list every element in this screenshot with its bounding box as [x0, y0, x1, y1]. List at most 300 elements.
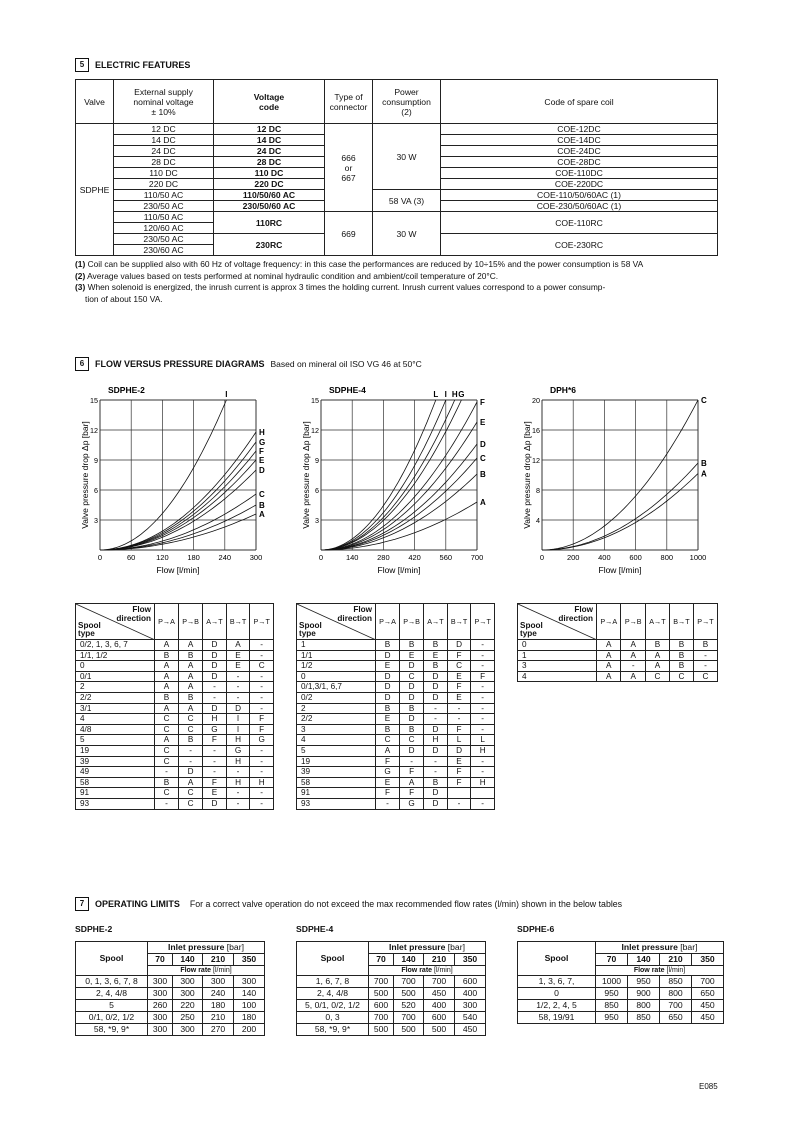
- section-number: 5: [75, 58, 89, 72]
- flow-rate-header: Flow rate [l/min]: [148, 966, 265, 976]
- pressure-header: 140: [173, 954, 203, 966]
- coil-cell: COE-230RC: [441, 234, 718, 256]
- flow-cell: 500: [369, 1024, 394, 1036]
- note: (3) When solenoid is energized, the inrush current is approx 3 times the holding current. Inrush current values correspond to a power consump-: [75, 282, 606, 292]
- table-row: [76, 1000, 265, 1012]
- chart-title: SDPHE-4: [329, 385, 366, 395]
- col-header: P→A: [597, 604, 621, 640]
- curve-label: D: [480, 440, 486, 449]
- col-header: P→T: [471, 604, 495, 640]
- connector-cell: 666 or 667: [325, 124, 373, 212]
- spool-cell: 2, 4, 4/8: [76, 988, 148, 1000]
- pressure-header: 210: [660, 954, 692, 966]
- table-row: [76, 661, 274, 672]
- table-row: [76, 1024, 265, 1036]
- table-row: [76, 671, 274, 682]
- table-title: SDPHE-6: [517, 924, 555, 934]
- curve-cell: B: [179, 650, 203, 661]
- spool-type-cell: 2: [76, 682, 155, 693]
- flow-cell: 800: [628, 1000, 660, 1012]
- curve-cell: -: [621, 661, 645, 672]
- spool-cell: 0/1, 0/2, 1/2: [76, 1012, 148, 1024]
- curve-cell: -: [203, 682, 227, 693]
- curve-cell: E: [376, 714, 400, 725]
- spool-header: Spool: [518, 942, 596, 976]
- curve-cell: -: [250, 640, 274, 651]
- curve-cell: -: [424, 703, 448, 714]
- spool-type-cell: 0/1: [76, 671, 155, 682]
- curve-cell: -: [179, 745, 203, 756]
- curve-cell: -: [226, 692, 250, 703]
- spool-type-cell: 0: [518, 640, 597, 651]
- col-header: A→T: [203, 604, 227, 640]
- curve-cell: -: [424, 767, 448, 778]
- curve-cell: F: [400, 788, 424, 799]
- electric-features-table: [75, 79, 718, 256]
- pressure-header: 350: [455, 954, 486, 966]
- curve-cell: -: [250, 767, 274, 778]
- curve-cell: B: [400, 724, 424, 735]
- table-row: [518, 976, 724, 988]
- voltage-code-cell: 230RC: [214, 234, 325, 256]
- curve-cell: D: [226, 703, 250, 714]
- curve-I: [100, 400, 226, 550]
- curve-cell: -: [250, 692, 274, 703]
- curve-cell: B: [693, 640, 717, 651]
- curve-cell: A: [179, 661, 203, 672]
- curve-label: H: [451, 390, 458, 399]
- section-title: ELECTRIC FEATURES: [95, 60, 191, 70]
- coil-cell: COE-14DC: [441, 135, 718, 146]
- curve-cell: -: [203, 745, 227, 756]
- voltage-code-cell: 110RC: [214, 212, 325, 234]
- table-row: [76, 724, 274, 735]
- spool-cell: 1, 6, 7, 8: [297, 976, 369, 988]
- spool-cell: 0, 3: [297, 1012, 369, 1024]
- curve-cell: H: [226, 735, 250, 746]
- table-row: [518, 640, 718, 651]
- spool-type-cell: 49: [76, 767, 155, 778]
- header-connector: Type of connector: [325, 80, 373, 124]
- y-tick-label: 15: [90, 396, 98, 405]
- spool-type-cell: 39: [297, 767, 376, 778]
- x-tick-label: 700: [470, 553, 484, 562]
- flow-cell: 900: [628, 988, 660, 1000]
- operating-limits-sdphe-4: [296, 941, 486, 1036]
- flow-cell: 950: [596, 988, 628, 1000]
- curve-cell: F: [203, 735, 227, 746]
- valve-cell: SDPHE: [76, 124, 114, 256]
- table-row: [518, 988, 724, 1000]
- spool-type-cell: 19: [76, 745, 155, 756]
- table-row: [518, 650, 718, 661]
- curve-cell: D: [400, 661, 424, 672]
- curve-cell: A: [597, 671, 621, 682]
- curve-cell: A: [621, 650, 645, 661]
- spool-cell: 58, 19/91: [518, 1012, 596, 1024]
- table-row: [518, 661, 718, 672]
- section-subtitle: For a correct valve operation do not exceed the max recommended flow rates (l/min) shown in the below tables: [189, 899, 623, 909]
- flow-rate-header: Flow rate [l/min]: [596, 966, 724, 976]
- col-header: P→A: [155, 604, 179, 640]
- flow-cell: 700: [660, 1000, 692, 1012]
- table-row: [297, 650, 495, 661]
- flow-cell: 300: [234, 976, 265, 988]
- curve-cell: -: [226, 767, 250, 778]
- curve-cell: D: [424, 788, 448, 799]
- flow-cell: 180: [234, 1012, 265, 1024]
- table-row: [76, 714, 274, 725]
- spool-type-cell: 5: [76, 735, 155, 746]
- spool-table-dph-6: [517, 603, 718, 682]
- flow-cell: 210: [203, 1012, 234, 1024]
- curve-C: [542, 400, 698, 550]
- curve-cell: -: [250, 756, 274, 767]
- curve-cell: L: [447, 735, 471, 746]
- curve-cell: -: [471, 650, 495, 661]
- x-tick-label: 180: [187, 553, 200, 562]
- curve-cell: -: [250, 798, 274, 809]
- flow-cell: 100: [234, 1000, 265, 1012]
- spool-type-cell: 4/8: [76, 724, 155, 735]
- curve-cell: A: [179, 777, 203, 788]
- note: (1) Coil can be supplied also with 60 Hz of voltage frequency: in this case the performances are reduced by 10÷15% and the power consumption is 58 VA: [75, 259, 644, 269]
- section-6-header: [75, 357, 422, 371]
- y-tick-label: 3: [94, 516, 98, 525]
- curve-cell: I: [226, 714, 250, 725]
- y-axis-label: Valve pressure drop Δp [bar]: [80, 421, 90, 529]
- table-row: [518, 1000, 724, 1012]
- inlet-header: Inlet pressure [bar]: [369, 942, 486, 954]
- flow-cell: 200: [234, 1024, 265, 1036]
- spool-type-cell: 0/2: [297, 692, 376, 703]
- curve-cell: A: [155, 703, 179, 714]
- flow-cell: 700: [394, 1012, 424, 1024]
- operating-limits-table: [517, 941, 724, 1024]
- voltage-code-cell: 28 DC: [214, 157, 325, 168]
- curve-F: [100, 451, 256, 550]
- table-row: [76, 682, 274, 693]
- curve-C: [100, 494, 256, 550]
- flow-cell: 220: [173, 1000, 203, 1012]
- spool-table-sdphe-2: [75, 603, 274, 810]
- table-row: [76, 777, 274, 788]
- curve-cell: H: [471, 745, 495, 756]
- curve-cell: E: [447, 756, 471, 767]
- col-header: P→A: [376, 604, 400, 640]
- table-row: [297, 692, 495, 703]
- curve-cell: F: [250, 714, 274, 725]
- pressure-header: 70: [596, 954, 628, 966]
- curve-cell: -: [471, 714, 495, 725]
- curve-label: L: [433, 390, 439, 399]
- curve-cell: D: [447, 745, 471, 756]
- curve-cell: A: [645, 650, 669, 661]
- col-header: P→B: [400, 604, 424, 640]
- curve-cell: B: [155, 650, 179, 661]
- curve-cell: C: [179, 788, 203, 799]
- curve-cell: G: [400, 798, 424, 809]
- spool-type-cell: 1/1: [297, 650, 376, 661]
- flow-cell: 300: [173, 988, 203, 1000]
- supply-cell: 14 DC: [114, 135, 214, 146]
- flow-cell: 270: [203, 1024, 234, 1036]
- spool-type-cell: 4: [518, 671, 597, 682]
- flow-cell: 700: [394, 976, 424, 988]
- curve-cell: B: [669, 650, 693, 661]
- curve-label: A: [480, 498, 486, 507]
- table-row: [297, 798, 495, 809]
- spool-type-cell: 1: [518, 650, 597, 661]
- chart-dph-6: [517, 380, 727, 580]
- spool-type-cell: 93: [297, 798, 376, 809]
- curve-cell: -: [226, 788, 250, 799]
- table-row: [297, 1012, 486, 1024]
- curve-cell: H: [424, 735, 448, 746]
- curve-cell: D: [376, 671, 400, 682]
- col-header: B→T: [669, 604, 693, 640]
- curve-cell: H: [203, 714, 227, 725]
- x-tick-label: 200: [566, 553, 580, 562]
- flow-cell: 300: [455, 1000, 486, 1012]
- curve-cell: B: [424, 777, 448, 788]
- flow-cell: 850: [660, 976, 692, 988]
- spool-type-cell: 2/2: [297, 714, 376, 725]
- y-tick-label: 9: [315, 456, 319, 465]
- flow-cell: 300: [148, 988, 173, 1000]
- spool-type-cell: 0/1,3/1, 6,7: [297, 682, 376, 693]
- table-row: [297, 735, 495, 746]
- curve-cell: B: [155, 692, 179, 703]
- curve-cell: D: [203, 661, 227, 672]
- spool-type-cell: 58: [76, 777, 155, 788]
- power-cell: 58 VA (3): [373, 190, 441, 212]
- curve-cell: E: [226, 661, 250, 672]
- spool-type-cell: 4: [76, 714, 155, 725]
- curve-cell: C: [155, 788, 179, 799]
- table-row: [76, 1012, 265, 1024]
- table-row: [297, 724, 495, 735]
- flow-cell: 300: [173, 1024, 203, 1036]
- table-row: [297, 976, 486, 988]
- table-row: [297, 767, 495, 778]
- curve-E: [100, 460, 256, 550]
- curve-label: F: [480, 398, 485, 407]
- curve-cell: C: [155, 714, 179, 725]
- y-tick-label: 20: [532, 396, 540, 405]
- y-axis-label: Valve pressure drop Δp [bar]: [522, 421, 532, 529]
- curve-cell: -: [471, 767, 495, 778]
- supply-cell: 230/50 AC: [114, 234, 214, 245]
- flow-cell: 700: [424, 976, 455, 988]
- y-tick-label: 6: [94, 486, 98, 495]
- curve-cell: A: [155, 735, 179, 746]
- x-tick-label: 800: [660, 553, 674, 562]
- curve-cell: D: [447, 640, 471, 651]
- curve-L: [321, 400, 436, 550]
- curve-label: G: [259, 438, 266, 447]
- curve-cell: -: [471, 661, 495, 672]
- coil-cell: COE-110/50/60AC (1): [441, 190, 718, 201]
- y-axis-label: Valve pressure drop Δp [bar]: [301, 421, 311, 529]
- curve-cell: H: [471, 777, 495, 788]
- flow-cell: 800: [660, 988, 692, 1000]
- curve-cell: A: [179, 703, 203, 714]
- curve-cell: B: [424, 640, 448, 651]
- section-title: OPERATING LIMITS: [95, 899, 180, 909]
- curve-D: [100, 470, 256, 550]
- curve-cell: F: [447, 767, 471, 778]
- curve-cell: L: [471, 735, 495, 746]
- table-title: SDPHE-2: [75, 924, 113, 934]
- footer-code: E085: [699, 1082, 718, 1091]
- curve-cell: C: [376, 735, 400, 746]
- header-power: Power consumption (2): [373, 80, 441, 124]
- pressure-header: 350: [692, 954, 724, 966]
- spool-direction-header: Flow direction Spool type: [76, 604, 155, 640]
- supply-cell: 110/50 AC: [114, 190, 214, 201]
- pressure-header: 70: [148, 954, 173, 966]
- table-row: [297, 640, 495, 651]
- flow-cell: 500: [369, 988, 394, 1000]
- curve-H: [321, 400, 455, 550]
- curve-cell: [471, 788, 495, 799]
- curve-cell: D: [400, 682, 424, 693]
- supply-cell: 120/60 AC: [114, 223, 214, 234]
- curve-cell: B: [645, 640, 669, 651]
- supply-cell: 28 DC: [114, 157, 214, 168]
- col-header: P→B: [179, 604, 203, 640]
- connector-cell: 669: [325, 212, 373, 256]
- curve-cell: C: [155, 756, 179, 767]
- spool-type-cell: 0/2, 1, 3, 6, 7: [76, 640, 155, 651]
- x-tick-label: 560: [439, 553, 453, 562]
- curve-cell: -: [447, 798, 471, 809]
- spool-cell: 0: [518, 988, 596, 1000]
- curve-cell: C: [179, 798, 203, 809]
- curve-cell: -: [226, 798, 250, 809]
- curve-cell: F: [400, 767, 424, 778]
- curve-cell: -: [250, 703, 274, 714]
- curve-cell: -: [250, 745, 274, 756]
- col-header: B→T: [226, 604, 250, 640]
- curve-label: C: [259, 490, 265, 499]
- curve-cell: E: [203, 788, 227, 799]
- flow-cell: 520: [394, 1000, 424, 1012]
- table-row: [76, 798, 274, 809]
- flow-cell: 140: [234, 988, 265, 1000]
- spool-cell: 1/2, 2, 4, 5: [518, 1000, 596, 1012]
- x-tick-label: 600: [629, 553, 642, 562]
- y-tick-label: 8: [536, 486, 540, 495]
- voltage-code-cell: 220 DC: [214, 179, 325, 190]
- x-tick-label: 300: [249, 553, 263, 562]
- y-tick-label: 15: [311, 396, 319, 405]
- curve-cell: -: [471, 692, 495, 703]
- flow-cell: 180: [203, 1000, 234, 1012]
- curve-cell: -: [203, 756, 227, 767]
- spool-type-cell: 3/1: [76, 703, 155, 714]
- spool-header: Spool: [297, 942, 369, 976]
- supply-cell: 230/60 AC: [114, 245, 214, 256]
- x-tick-label: 420: [408, 553, 421, 562]
- curve-cell: -: [179, 756, 203, 767]
- voltage-code-cell: 24 DC: [214, 146, 325, 157]
- curve-cell: H: [250, 777, 274, 788]
- coil-cell: COE-24DC: [441, 146, 718, 157]
- voltage-code-cell: 12 DC: [214, 124, 325, 135]
- flow-cell: 260: [148, 1000, 173, 1012]
- flow-cell: 500: [394, 988, 424, 1000]
- flow-cell: 950: [628, 976, 660, 988]
- coil-cell: COE-230/50/60AC (1): [441, 201, 718, 212]
- curve-label: A: [259, 510, 265, 519]
- x-tick-label: 400: [598, 553, 611, 562]
- curve-cell: A: [155, 671, 179, 682]
- curve-cell: -: [155, 798, 179, 809]
- x-axis-label: Flow [l/min]: [598, 565, 642, 575]
- spool-cell: 0, 1, 3, 6, 7, 8: [76, 976, 148, 988]
- spool-table-sdphe-4: [296, 603, 495, 810]
- spool-type-cell: 5: [297, 745, 376, 756]
- curve-cell: -: [471, 640, 495, 651]
- table-row: [297, 777, 495, 788]
- curve-cell: -: [250, 650, 274, 661]
- table-row: [76, 703, 274, 714]
- table-row: [297, 1024, 486, 1036]
- curve-cell: B: [376, 640, 400, 651]
- x-tick-label: 0: [318, 553, 324, 562]
- curve-cell: C: [155, 724, 179, 735]
- curve-cell: -: [250, 788, 274, 799]
- curve-cell: A: [155, 661, 179, 672]
- flow-cell: 700: [369, 1012, 394, 1024]
- supply-cell: 220 DC: [114, 179, 214, 190]
- curve-cell: E: [447, 671, 471, 682]
- curve-cell: E: [376, 661, 400, 672]
- curve-cell: -: [693, 661, 717, 672]
- supply-cell: 230/50 AC: [114, 201, 214, 212]
- flow-cell: 300: [148, 1012, 173, 1024]
- curve-cell: B: [179, 735, 203, 746]
- flow-cell: 300: [203, 976, 234, 988]
- curve-cell: -: [203, 767, 227, 778]
- section-number: 7: [75, 897, 89, 911]
- spool-type-cell: 39: [76, 756, 155, 767]
- flow-cell: 400: [424, 1000, 455, 1012]
- flow-cell: 850: [628, 1012, 660, 1024]
- curve-F: [321, 402, 477, 550]
- header-valve: Valve: [76, 80, 114, 124]
- curve-cell: B: [376, 724, 400, 735]
- operating-limits-sdphe-6: [517, 941, 724, 1024]
- curve-cell: C: [179, 724, 203, 735]
- spool-direction-header: Flow direction Spool type: [297, 604, 376, 640]
- flow-cell: 950: [596, 1012, 628, 1024]
- chart-title: SDPHE-2: [108, 385, 145, 395]
- curve-cell: B: [376, 703, 400, 714]
- flow-cell: 600: [455, 976, 486, 988]
- table-row: [297, 788, 495, 799]
- curve-cell: A: [621, 640, 645, 651]
- curve-cell: D: [376, 682, 400, 693]
- curve-label: E: [259, 456, 265, 465]
- table-row: [76, 640, 274, 651]
- chart-sdphe-4: [296, 380, 506, 580]
- coil-cell: COE-110DC: [441, 168, 718, 179]
- section-title: FLOW VERSUS PRESSURE DIAGRAMS: [95, 359, 265, 369]
- curve-cell: B: [669, 640, 693, 651]
